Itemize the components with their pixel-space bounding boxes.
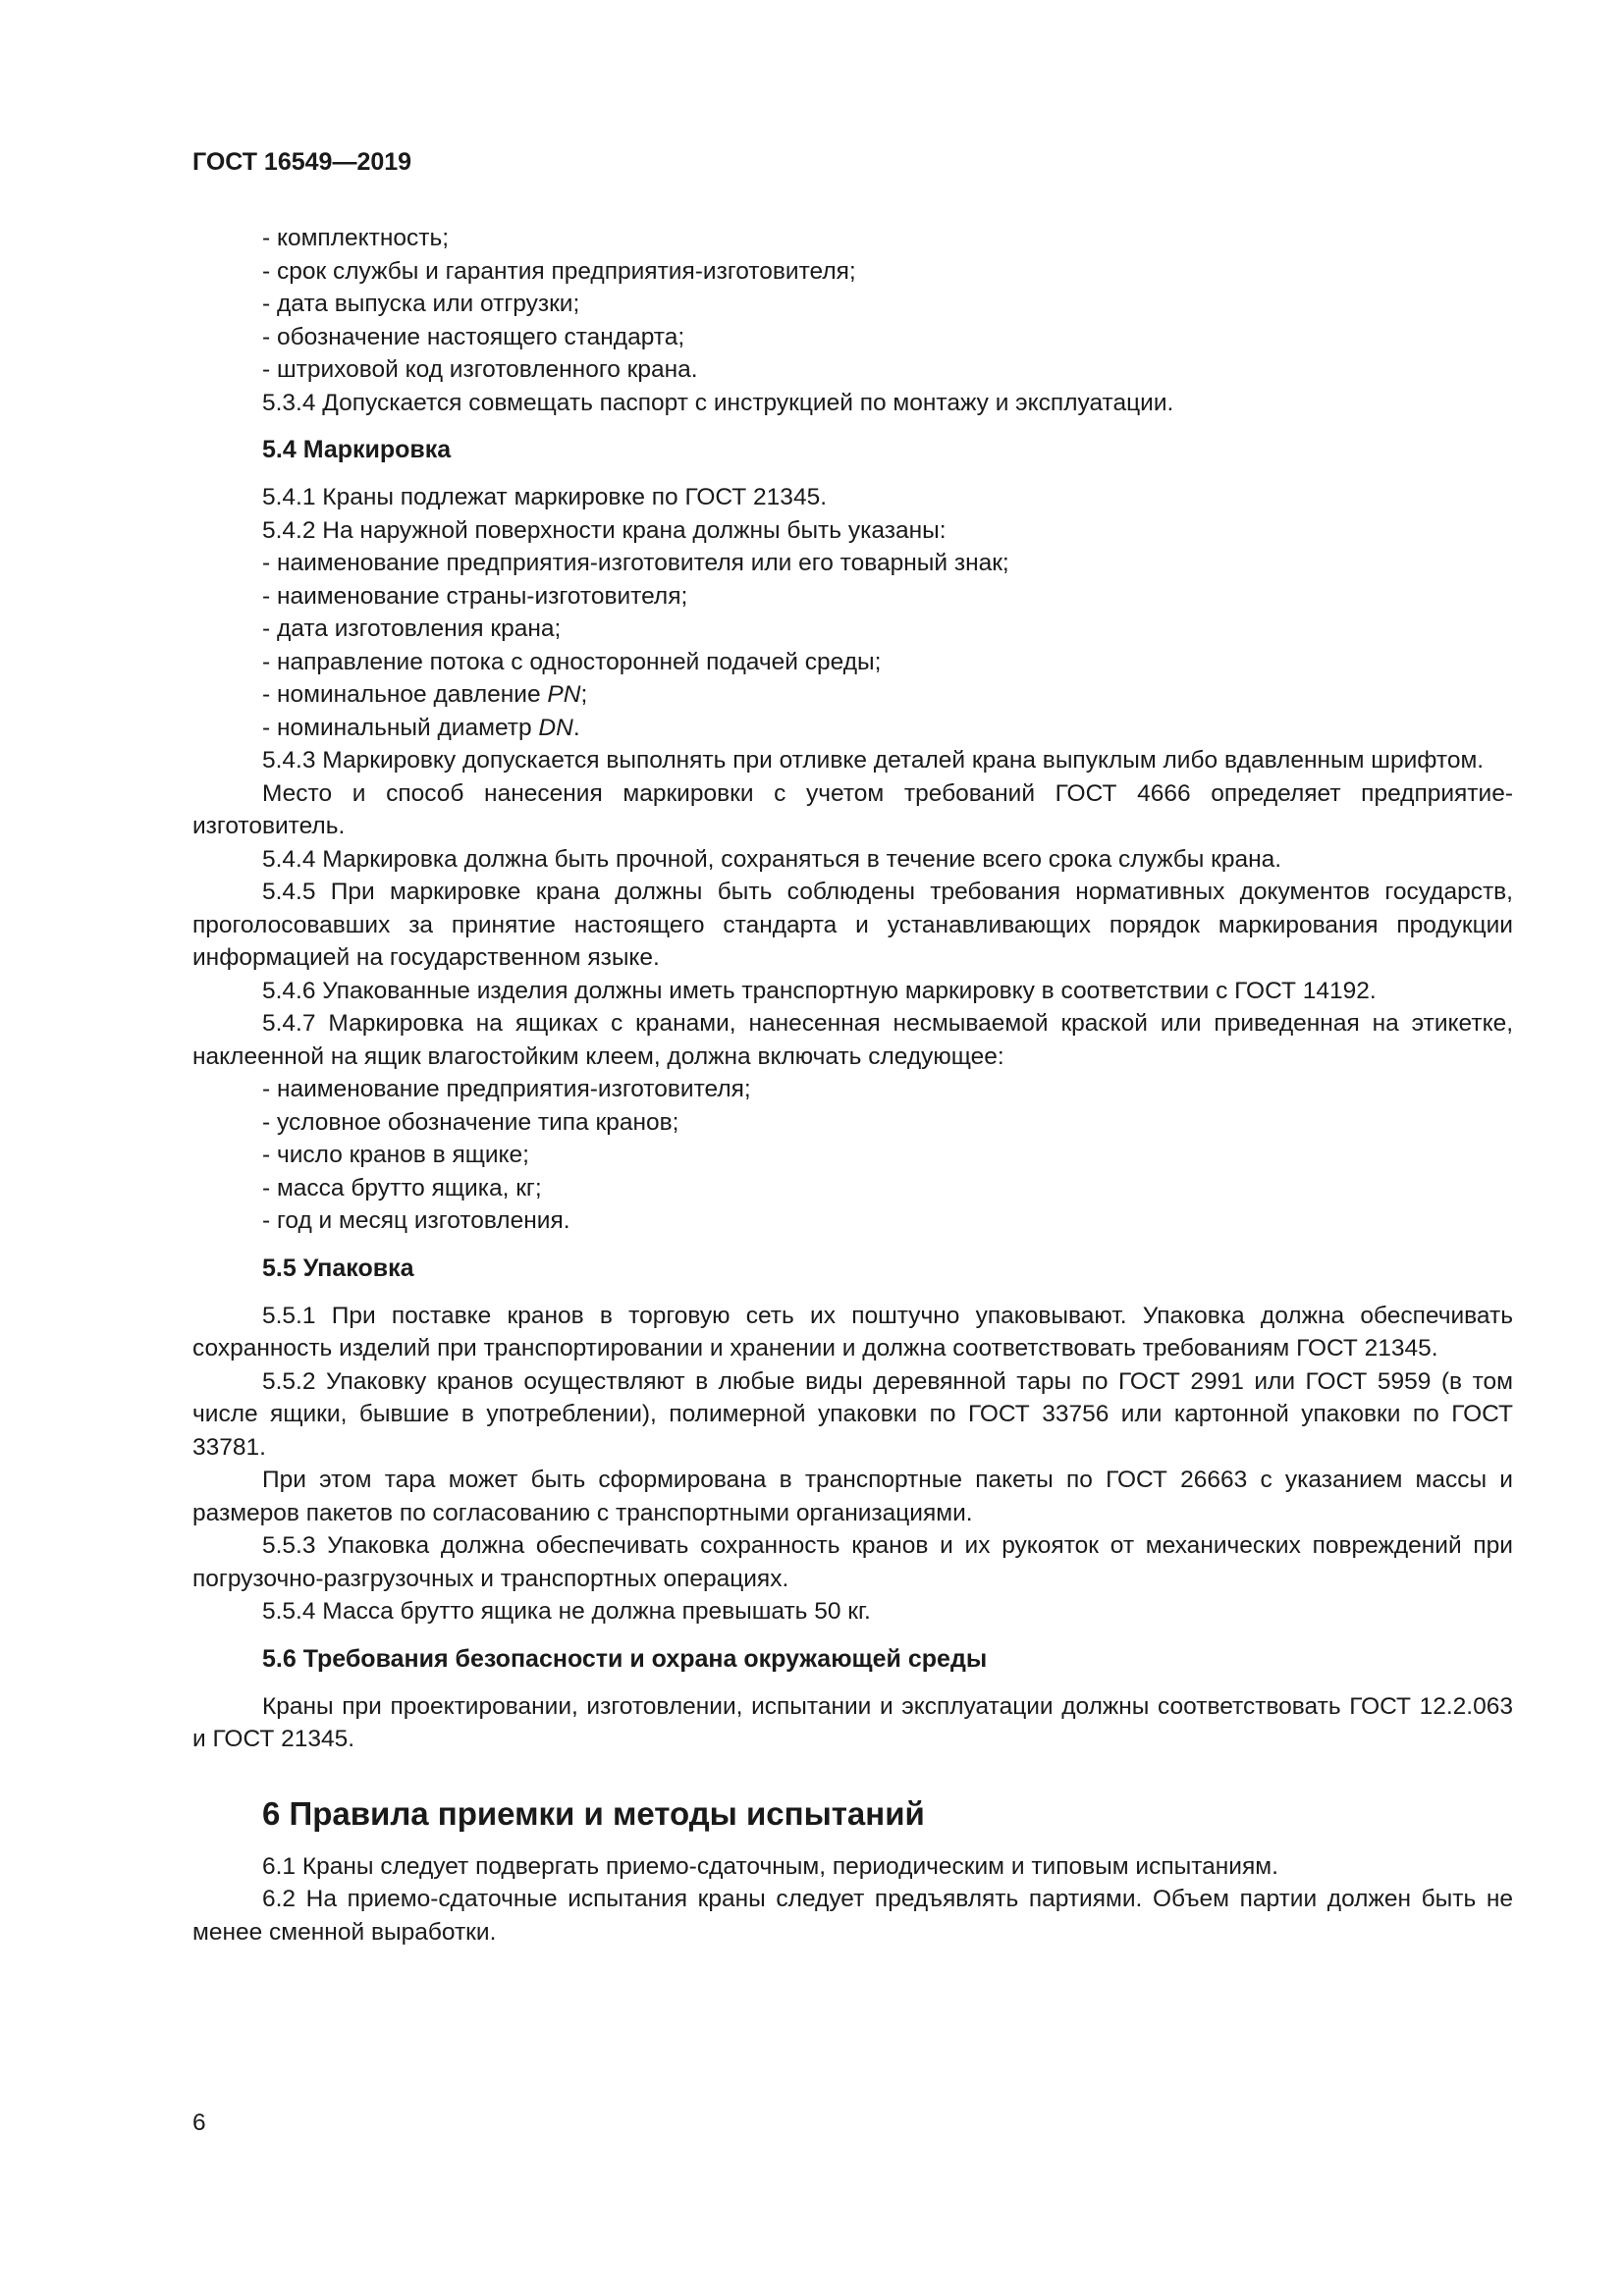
list-item: - срок службы и гарантия предприятия-изготовителя; [262,257,856,285]
list-item: - год и месяц изготовления. [262,1207,570,1234]
section-heading-5-5: 5.5 Упаковка [262,1254,414,1282]
page-content [192,222,1513,1949]
paragraph-5-4-1: 5.4.1 Краны подлежат маркировке по ГОСТ 21345. [262,484,827,510]
paragraph-5-4-7: 5.4.7 Маркировка на ящиках с кранами, нанесенная несмываемой краской или приведенная на этикетке, наклеенной на ящик влагостойким клеем, должна включать следующее: [192,1010,1513,1070]
paragraph-5-5-2: 5.5.2 Упаковку кранов осуществляют в любые виды деревянной тары по ГОСТ 2991 или ГОСТ 5959 (в том числе ящики, бывшие в употреблении), полимерной упаковки по ГОСТ 33756 или картонной упаковки по ГОСТ 33781. [192,1367,1513,1461]
section-heading-6: 6 Правила приемки и методы испытаний [262,1794,925,1832]
list-item: - условное обозначение типа кранов; [262,1108,679,1136]
running-head: ГОСТ 16549—2019 [192,148,412,176]
list-item: - наименование предприятия-изготовителя или его товарный знак; [262,550,1009,576]
pn-suffix: ; [580,681,588,708]
paragraph-marking-place: Место и способ нанесения маркировки с учетом требований ГОСТ 4666 определяет предприятие-изготовитель. [192,779,1513,839]
dn-suffix: . [572,714,580,741]
paragraph-5-4-2: 5.4.2 На наружной поверхности крана должны быть указаны: [262,516,947,544]
paragraph-5-5-4: 5.5.4 Масса брутто ящика не должна превышать 50 кг. [262,1598,871,1625]
list-item: - обозначение настоящего стандарта; [262,323,685,350]
paragraph-safety: Краны при проектировании, изготовлении, испытании и эксплуатации должны соответствовать ГОСТ 12.2.063 и ГОСТ 21345. [192,1692,1513,1752]
paragraph-5-5-3: 5.5.3 Упаковка должна обеспечивать сохранность кранов и их рукояток от механических повреждений при погрузочно-разгрузочных и транспортных операциях. [192,1532,1513,1592]
list-item: - направление потока с односторонней подачей среды; [262,648,882,675]
paragraph-5-4-4: 5.4.4 Маркировка должна быть прочной, сохраняться в течение всего срока службы крана. [262,845,1282,873]
list-item: - штриховой код изготовленного крана. [262,356,698,383]
page-number: 6 [192,2109,206,2136]
paragraph-5-5-1: 5.5.1 При поставке кранов в торговую сеть их поштучно упаковывают. Упаковка должна обеспечивать сохранность изделий при транспортировании и хранении и должна соответствовать требованиям ГОСТ 21345. [192,1302,1513,1362]
pn-prefix: - номинальное давление [262,681,548,708]
dn-symbol: DN [538,714,573,741]
list-item-dn [192,712,1513,745]
list-item: - дата изготовления крана; [262,615,562,642]
paragraph-5-3-4: 5.3.4 Допускается совмещать паспорт с инструкцией по монтажу и эксплуатации. [262,389,1174,416]
list-item: - наименование страны-изготовителя; [262,582,688,610]
list-item: - масса брутто ящика, кг; [262,1174,542,1201]
paragraph-6-1: 6.1 Краны следует подвергать приемо-сдаточным, периодическим и типовым испытаниям. [262,1852,1278,1880]
paragraph-transport-packages: При этом тара может быть сформирована в транспортные пакеты по ГОСТ 26663 с указанием массы и размеров пакетов по согласованию с транспортными организациями. [192,1467,1513,1526]
section-heading-5-6: 5.6 Требования безопасности и охрана окружающей среды [262,1644,988,1673]
section-heading-5-4: 5.4 Маркировка [262,436,452,463]
list-item: - комплектность; [262,225,450,251]
paragraph-5-4-6: 5.4.6 Упакованные изделия должны иметь транспортную маркировку в соответствии с ГОСТ 14192. [262,977,1377,1004]
list-item-pn [192,678,1513,712]
paragraph-6-2: 6.2 На приемо-сдаточные испытания краны следует предъявлять партиями. Объем партии должен быть не менее сменной выработки. [192,1886,1513,1946]
list-item: - дата выпуска или отгрузки; [262,291,580,317]
paragraph-5-4-3: 5.4.3 Маркировку допускается выполнять при отливке деталей крана выпуклым либо вдавленным шрифтом. [262,747,1485,774]
list-item: - число кранов в ящике; [262,1142,529,1168]
list-item: - наименование предприятия-изготовителя; [262,1076,751,1102]
paragraph-5-4-5: 5.4.5 При маркировке крана должны быть соблюдены требования нормативных документов государств, проголосовавших за принятие настоящего стандарта и устанавливающих порядок маркирования продукции информацией на государственном языке. [192,879,1513,971]
dn-prefix: - номинальный диаметр [262,714,539,741]
pn-symbol: PN [547,681,581,708]
